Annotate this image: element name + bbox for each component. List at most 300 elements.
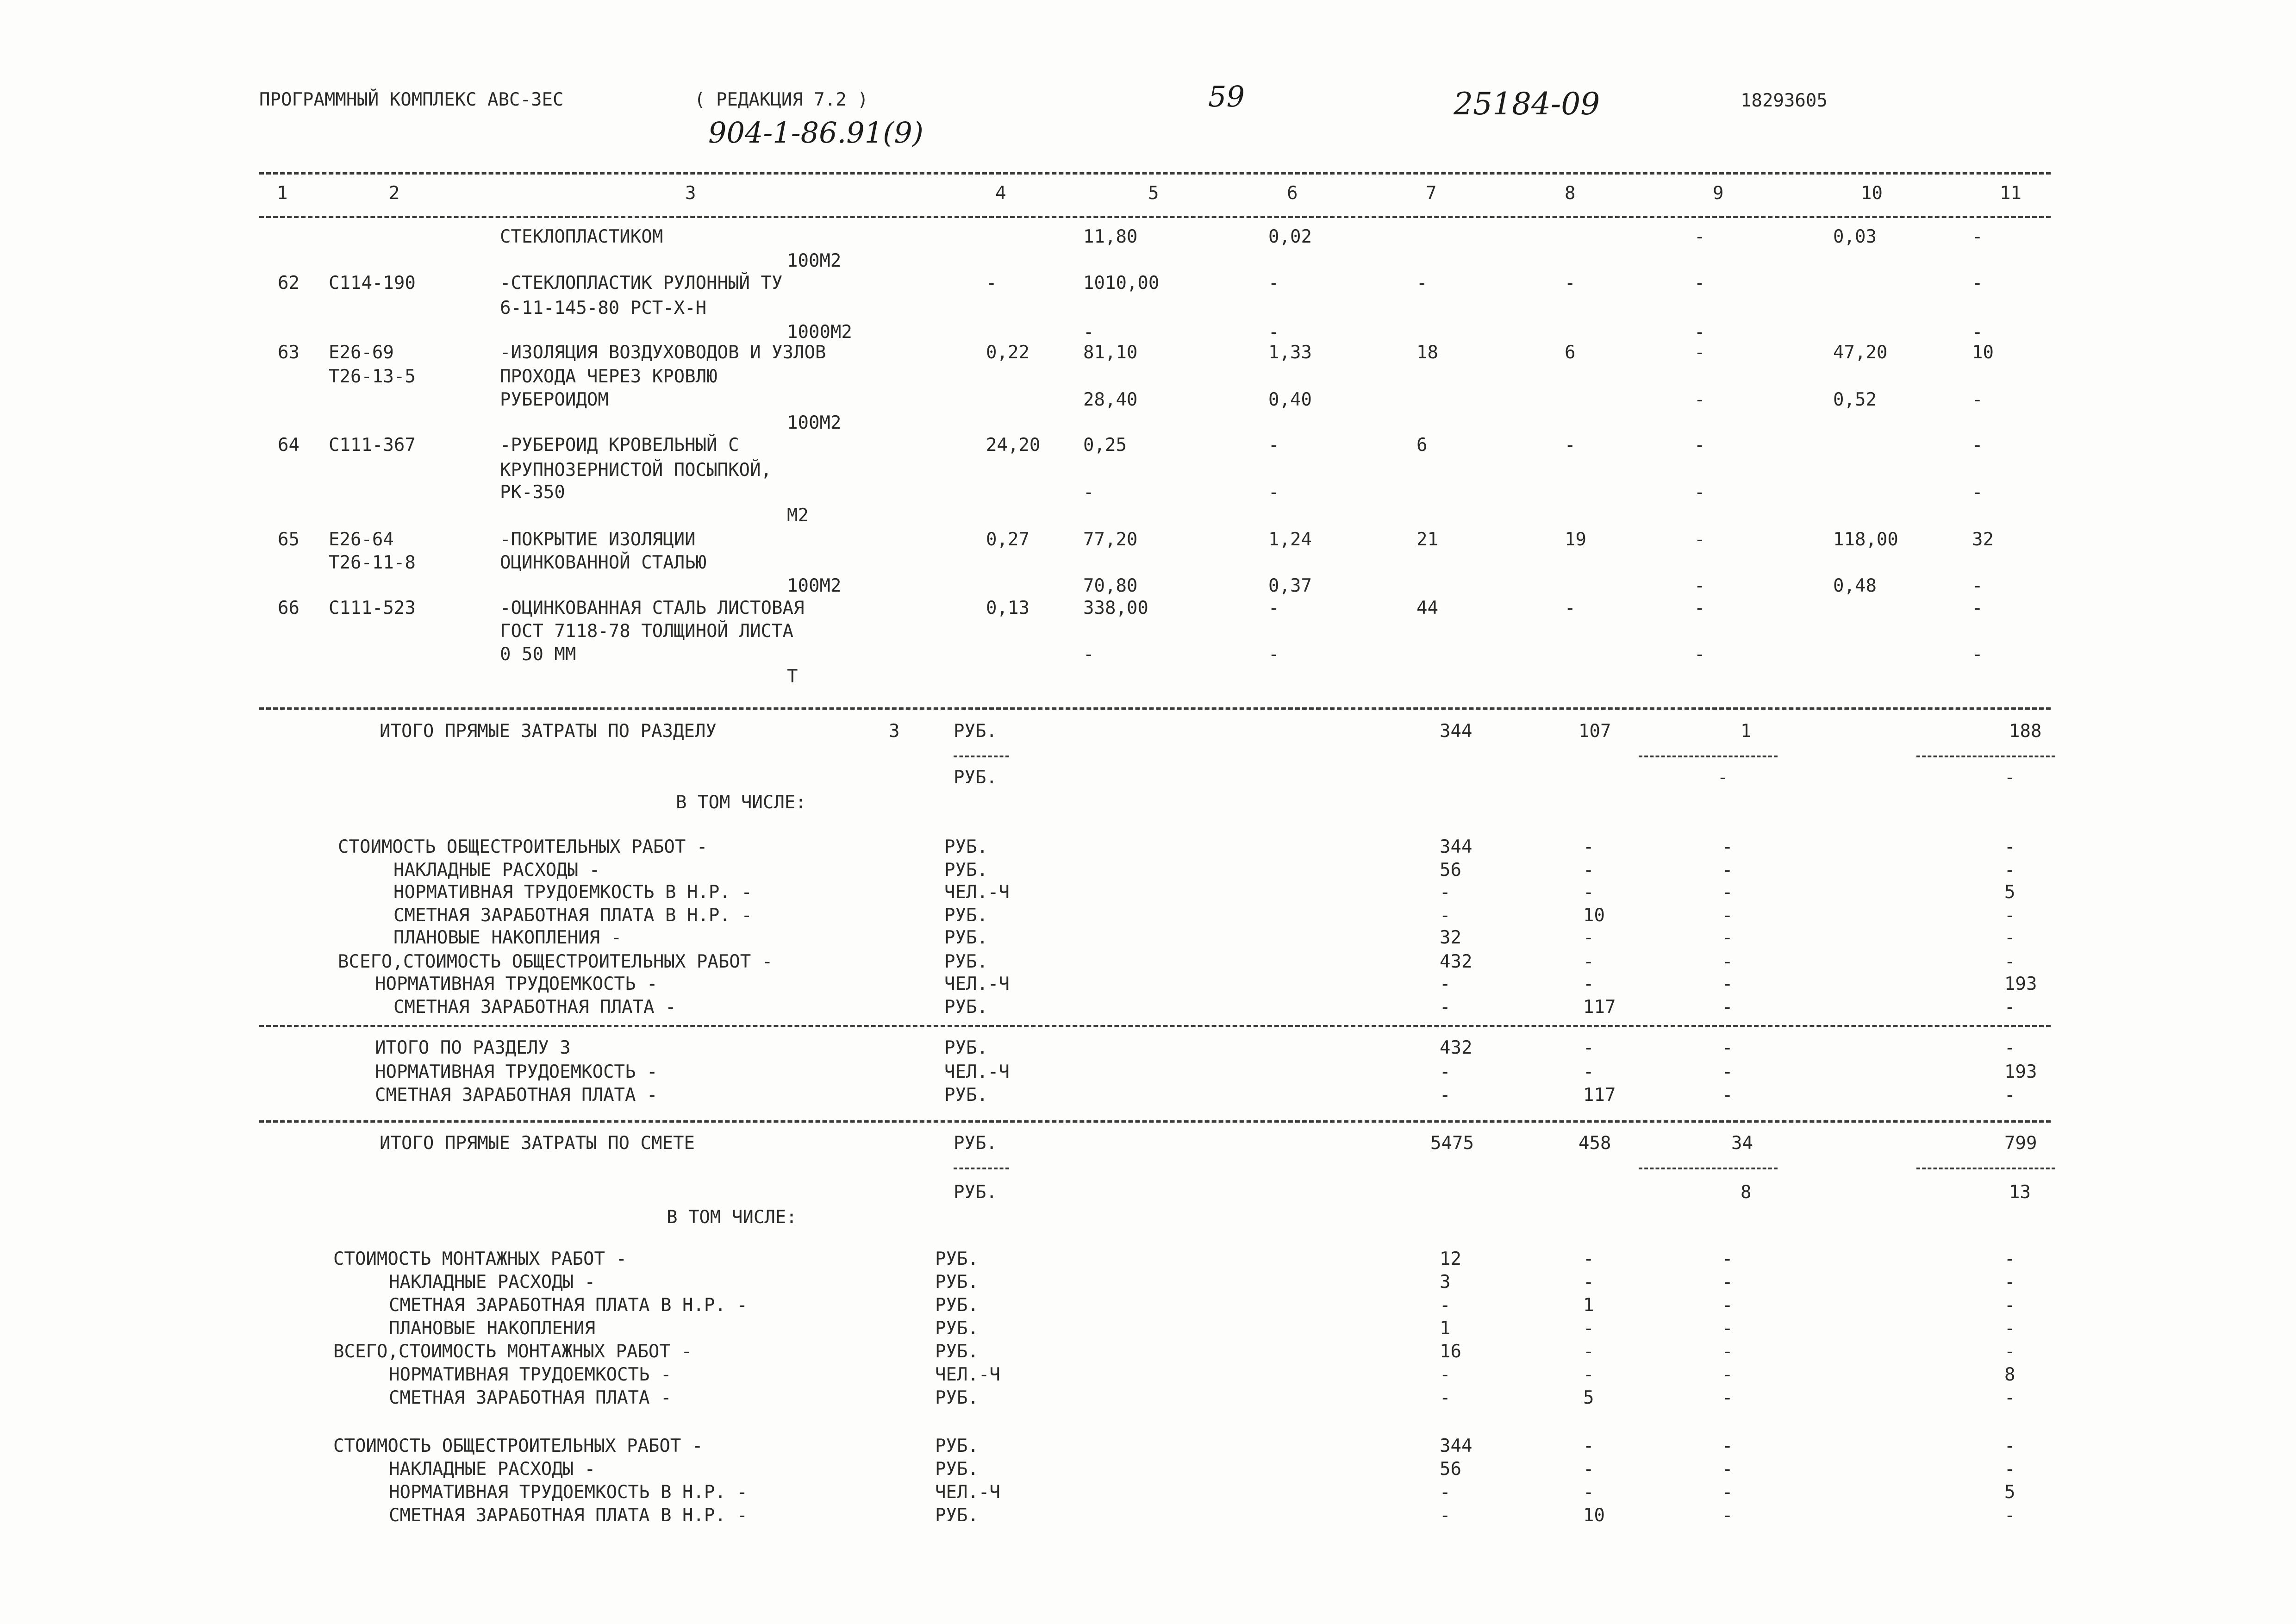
cell-c3: - — [986, 273, 997, 294]
summary-c6: 16 — [1440, 1341, 1461, 1362]
summary-c6: 56 — [1440, 1459, 1461, 1480]
summary-row — [0, 883, 2296, 907]
estimate-total-c9b: 8 — [1741, 1182, 1752, 1203]
cell-c0: 63 — [278, 342, 299, 363]
summary-c7: - — [1583, 1341, 1594, 1362]
estimate-total-c8: 458 — [1578, 1133, 1611, 1154]
summary-c10: 5 — [2004, 1482, 2015, 1503]
summary-row — [0, 1063, 2296, 1087]
cell-c2: 100М2 — [787, 575, 842, 596]
summary-c10: - — [2004, 1318, 2015, 1339]
cell-c5: - — [1268, 322, 1279, 343]
cell-c7: - — [1565, 273, 1576, 294]
cell-c6: 44 — [1416, 598, 1438, 618]
cell-c8: - — [1694, 226, 1705, 247]
summary-c7: - — [1583, 1037, 1594, 1058]
table-row — [0, 461, 2296, 485]
table-row — [0, 391, 2296, 415]
summary-c7: - — [1583, 1249, 1594, 1269]
summary-c6: - — [1440, 905, 1451, 926]
summary-c10: - — [2004, 1341, 2015, 1362]
summary-label: НОРМАТИВНАЯ ТРУДОЕМКОСТЬ В Н.Р. - — [393, 882, 752, 903]
estimate-total-label: ИТОГО ПРЯМЫЕ ЗАТРАТЫ ПО СМЕТЕ — [380, 1133, 695, 1154]
summary-row — [0, 838, 2296, 862]
summary-c6: 12 — [1440, 1249, 1461, 1269]
cell-c8: - — [1694, 273, 1705, 294]
estimate-total-c11b: 13 — [2009, 1182, 2031, 1203]
summary-row — [0, 1343, 2296, 1367]
cell-c4: 338,00 — [1083, 598, 1148, 618]
estimate-total-c7: 5475 — [1430, 1133, 1474, 1154]
unit-underline — [954, 746, 1009, 764]
table-row — [0, 622, 2296, 646]
cell-c2: 100М2 — [787, 250, 842, 271]
cell-c1: Т26-13-5 — [329, 366, 416, 387]
summary-label: НОРМАТИВНАЯ ТРУДОЕМКОСТЬ - — [389, 1364, 672, 1385]
cell-c10: - — [1972, 226, 1983, 247]
section-total-c9: 1 — [1741, 721, 1752, 742]
summary-c10: - — [2004, 860, 2015, 881]
summary-row — [0, 998, 2296, 1022]
summary-label: СМЕТНАЯ ЗАРАБОТНАЯ ПЛАТА - — [389, 1387, 672, 1408]
summary-c6: - — [1440, 1364, 1451, 1385]
summary-label: НАКЛАДНЫЕ РАСХОДЫ - — [393, 860, 600, 881]
summary-unit: РУБ. — [944, 837, 988, 857]
summary-unit: РУБ. — [944, 860, 988, 881]
summary-unit: РУБ. — [944, 1037, 988, 1058]
summary-c6: 32 — [1440, 927, 1461, 948]
cell-c5: 1,33 — [1268, 342, 1312, 363]
table-row — [0, 228, 2296, 252]
summary-c10: - — [2004, 1272, 2015, 1293]
summary-c8: - — [1722, 1482, 1733, 1503]
cell-c4: 11,80 — [1083, 226, 1138, 247]
summary-c8: - — [1722, 1085, 1733, 1106]
cell-c4: 1010,00 — [1083, 273, 1160, 294]
cell-c1: С111-367 — [329, 435, 416, 456]
cell-c6: 6 — [1416, 435, 1428, 456]
table-row — [0, 531, 2296, 555]
cell-c2: Т — [787, 666, 798, 687]
cell-c2: ОЦИНКОВАННОЙ СТАЛЬЮ — [500, 552, 707, 573]
table-row — [0, 274, 2296, 298]
summary-c7: - — [1583, 1436, 1594, 1456]
table-row — [0, 506, 2296, 531]
in-that-number-heading: В ТОМ ЧИСЛЕ: — [676, 792, 806, 813]
summary-c7: - — [1583, 1364, 1594, 1385]
summary-c10: - — [2004, 1037, 2015, 1058]
estimate-total-second-row — [0, 1183, 2296, 1207]
summary-row — [0, 1086, 2296, 1110]
cell-c8: - — [1694, 575, 1705, 596]
summary-unit: РУБ. — [935, 1341, 979, 1362]
summary-label: ПЛАНОВЫЕ НАКОПЛЕНИЯ — [389, 1318, 596, 1339]
summary-c6: - — [1440, 997, 1451, 1018]
summary-label: ИТОГО ПО РАЗДЕЛУ 3 — [375, 1037, 571, 1058]
colnum-7: 7 — [1426, 183, 1437, 204]
estimate-total-unit2: РУБ. — [954, 1182, 997, 1203]
section-total-c7: 344 — [1440, 721, 1472, 742]
cell-c2: РУБЕРОИДОМ — [500, 389, 609, 410]
summary-row — [0, 1273, 2296, 1297]
cell-c3: 0,27 — [986, 529, 1029, 550]
cell-c10: - — [1972, 435, 1983, 456]
colnum-11: 11 — [2000, 183, 2021, 204]
summary-row — [0, 1319, 2296, 1343]
cell-c7: - — [1565, 598, 1576, 618]
cell-c2: М2 — [787, 505, 809, 526]
cell-c2: -СТЕКЛОПЛАСТИК РУЛОННЫЙ ТУ — [500, 273, 783, 294]
colnum-5: 5 — [1148, 183, 1159, 204]
summary-c8: - — [1722, 927, 1733, 948]
summary-c7: 1 — [1583, 1295, 1594, 1316]
rule-before-section-total — [259, 707, 2051, 710]
summary-c7: - — [1583, 1318, 1594, 1339]
cell-c8: - — [1694, 644, 1705, 665]
header-program: ПРОГРАММНЫЙ КОМПЛЕКС АВС-ЗЕС — [259, 89, 564, 110]
cell-c2: ПРОХОДА ЧЕРЕЗ КРОВЛЮ — [500, 366, 718, 387]
table-row — [0, 483, 2296, 507]
cell-c1: С111-523 — [329, 598, 416, 618]
in-that-number-heading-2: В ТОМ ЧИСЛЕ: — [667, 1207, 797, 1228]
summary-label: НОРМАТИВНАЯ ТРУДОЕМКОСТЬ В Н.Р. - — [389, 1482, 748, 1503]
cell-c5: 0,40 — [1268, 389, 1312, 410]
cell-c8: - — [1694, 322, 1705, 343]
header-doc-number: 25184-09 — [1454, 86, 1600, 122]
summary-unit: ЧЕЛ.-Ч — [935, 1482, 1000, 1503]
summary-c8: - — [1722, 1037, 1733, 1058]
summary-c6: 432 — [1440, 1037, 1472, 1058]
summary-row — [0, 975, 2296, 999]
summary-c10: - — [2004, 927, 2015, 948]
summary-label: НОРМАТИВНАЯ ТРУДОЕМКОСТЬ - — [375, 1062, 658, 1082]
cell-c10: - — [1972, 389, 1983, 410]
summary-c10: 193 — [2004, 974, 2037, 994]
cell-c2: 6-11-145-80 РСТ-Х-Н — [500, 298, 707, 319]
summary-row — [0, 953, 2296, 977]
cell-c5: 0,37 — [1268, 575, 1312, 596]
summary-c8: - — [1722, 905, 1733, 926]
summary-c8: - — [1722, 1295, 1733, 1316]
colnum-4: 4 — [995, 183, 1006, 204]
summary-c10: - — [2004, 1085, 2015, 1106]
cell-c2: -ИЗОЛЯЦИЯ ВОЗДУХОВОДОВ И УЗЛОВ — [500, 342, 826, 363]
cell-c10: - — [1972, 482, 1983, 503]
cell-c4: - — [1083, 644, 1094, 665]
cell-c0: 64 — [278, 435, 299, 456]
summary-c10: - — [2004, 905, 2015, 926]
summary-label: НАКЛАДНЫЕ РАСХОДЫ - — [389, 1272, 596, 1293]
summary-unit: РУБ. — [935, 1272, 979, 1293]
summary-row — [0, 1389, 2296, 1413]
summary-c10: - — [2004, 1387, 2015, 1408]
cell-c9: 0,48 — [1833, 575, 1877, 596]
cell-c1: Е26-64 — [329, 529, 394, 550]
summary-c8: - — [1722, 997, 1733, 1018]
estimate-total-row — [0, 1134, 2296, 1158]
summary-c6: 432 — [1440, 951, 1472, 972]
cell-c5: - — [1268, 482, 1279, 503]
summary-unit: РУБ. — [944, 905, 988, 926]
cell-c1: Е26-69 — [329, 342, 394, 363]
column-numbers-row — [0, 184, 2296, 208]
summary-row — [0, 1460, 2296, 1484]
summary-c8: - — [1722, 837, 1733, 857]
cell-c9: 0,03 — [1833, 226, 1877, 247]
c9-underline — [1639, 1158, 1778, 1176]
summary-c10: - — [2004, 951, 2015, 972]
cell-c6: - — [1416, 273, 1428, 294]
summary-c6: 344 — [1440, 1436, 1472, 1456]
header-project-code: 904-1-86.91(9) — [708, 116, 923, 150]
summary-c10: 193 — [2004, 1062, 2037, 1082]
cell-c6: 21 — [1416, 529, 1438, 550]
summary-c6: - — [1440, 974, 1451, 994]
summary-unit: ЧЕЛ.-Ч — [944, 882, 1010, 903]
summary-unit: ЧЕЛ.-Ч — [944, 974, 1010, 994]
c11-underline — [1916, 1158, 2055, 1176]
summary-label: НАКЛАДНЫЕ РАСХОДЫ - — [389, 1459, 596, 1480]
summary-row — [0, 1366, 2296, 1390]
summary-row — [0, 1296, 2296, 1320]
summary-c7: 117 — [1583, 997, 1616, 1018]
cell-c4: 77,20 — [1083, 529, 1138, 550]
summary-unit: РУБ. — [935, 1436, 979, 1456]
summary-c8: - — [1722, 1062, 1733, 1082]
cell-c0: 66 — [278, 598, 299, 618]
cell-c8: - — [1694, 529, 1705, 550]
section-total-c9b: - — [1717, 767, 1728, 788]
colnum-9: 9 — [1713, 183, 1724, 204]
header-code: 18293605 — [1741, 90, 1828, 111]
summary-unit: РУБ. — [944, 927, 988, 948]
summary-c10: - — [2004, 1295, 2015, 1316]
summary-label: СМЕТНАЯ ЗАРАБОТНАЯ ПЛАТА В Н.Р. - — [389, 1295, 748, 1316]
section-total-unit2: РУБ. — [954, 767, 997, 788]
summary-unit: РУБ. — [935, 1505, 979, 1526]
c9-underline — [1639, 746, 1778, 764]
summary-c7: - — [1583, 1459, 1594, 1480]
summary-c10: - — [2004, 1249, 2015, 1269]
summary-c10: - — [2004, 1505, 2015, 1526]
summary-row — [0, 1250, 2296, 1274]
summary-c6: - — [1440, 1505, 1451, 1526]
summary-c10: - — [2004, 997, 2015, 1018]
cell-c4: 0,25 — [1083, 435, 1127, 456]
table-row — [0, 645, 2296, 669]
cell-c8: - — [1694, 598, 1705, 618]
cell-c5: 0,02 — [1268, 226, 1312, 247]
summary-label: СМЕТНАЯ ЗАРАБОТНАЯ ПЛАТА - — [393, 997, 676, 1018]
cell-c2: ГОСТ 7118-78 ТОЛЩИНОЙ ЛИСТА — [500, 621, 793, 642]
c11-underline — [1916, 746, 2055, 764]
cell-c0: 65 — [278, 529, 299, 550]
rule-top — [259, 172, 2051, 175]
summary-c10: 5 — [2004, 882, 2015, 903]
colnum-1: 1 — [277, 183, 288, 204]
table-row — [0, 668, 2296, 692]
summary-c8: - — [1722, 1459, 1733, 1480]
table-row — [0, 554, 2296, 578]
colnum-3: 3 — [685, 183, 696, 204]
summary-row — [0, 861, 2296, 885]
summary-row — [0, 1506, 2296, 1530]
cell-c4: 81,10 — [1083, 342, 1138, 363]
estimate-total-unit: РУБ. — [954, 1133, 997, 1154]
cell-c6: 18 — [1416, 342, 1438, 363]
cell-c10: - — [1972, 575, 1983, 596]
summary-label: СТОИМОСТЬ МОНТАЖНЫХ РАБОТ - — [333, 1249, 627, 1269]
cell-c8: - — [1694, 389, 1705, 410]
table-row — [0, 599, 2296, 623]
cell-c4: 70,80 — [1083, 575, 1138, 596]
cell-c8: - — [1694, 342, 1705, 363]
table-row — [0, 368, 2296, 392]
section-total-second-row — [0, 768, 2296, 793]
table-row — [0, 344, 2296, 368]
summary-c6: 344 — [1440, 837, 1472, 857]
cell-c2: КРУПНОЗЕРНИСТОЙ ПОСЫПКОЙ, — [500, 460, 772, 481]
summary-c6: - — [1440, 1085, 1451, 1106]
cell-c10: - — [1972, 598, 1983, 618]
cell-c2: РК-350 — [500, 482, 565, 503]
summary-c7: - — [1583, 951, 1594, 972]
estimate-total-c11: 799 — [2004, 1133, 2037, 1154]
summary-c7: - — [1583, 927, 1594, 948]
cell-c7: 6 — [1565, 342, 1576, 363]
cell-c4: - — [1083, 322, 1094, 343]
summary-unit: РУБ. — [935, 1459, 979, 1480]
summary-c6: 3 — [1440, 1272, 1451, 1293]
cell-c1: С114-190 — [329, 273, 416, 294]
unit-underline — [954, 1158, 1009, 1176]
summary-c8: - — [1722, 951, 1733, 972]
summary-c7: - — [1583, 882, 1594, 903]
summary-c8: - — [1722, 1436, 1733, 1456]
summary-row — [0, 929, 2296, 953]
rule-before-estimate-total — [259, 1120, 2051, 1123]
summary-unit: РУБ. — [944, 1085, 988, 1106]
summary-label: ВСЕГО,СТОИМОСТЬ ОБЩЕСТРОИТЕЛЬНЫХ РАБОТ - — [338, 951, 773, 972]
summary-c6: 56 — [1440, 860, 1461, 881]
cell-c2: 0 50 ММ — [500, 644, 576, 665]
cell-c4: - — [1083, 482, 1094, 503]
section-total-label: ИТОГО ПРЯМЫЕ ЗАТРАТЫ ПО РАЗДЕЛУ — [380, 721, 717, 742]
summary-c6: - — [1440, 882, 1451, 903]
section-total-unit: РУБ. — [954, 721, 997, 742]
summary-c6: - — [1440, 1387, 1451, 1408]
summary-c8: - — [1722, 974, 1733, 994]
summary-row — [0, 1039, 2296, 1063]
summary-c10: - — [2004, 837, 2015, 857]
cell-c2: -РУБЕРОИД КРОВЕЛЬНЫЙ С — [500, 435, 739, 456]
colnum-2: 2 — [389, 183, 400, 204]
summary-c10: - — [2004, 1459, 2015, 1480]
summary-c8: - — [1722, 1249, 1733, 1269]
summary-c7: - — [1583, 1482, 1594, 1503]
summary-label: СТОИМОСТЬ ОБЩЕСТРОИТЕЛЬНЫХ РАБОТ - — [333, 1436, 703, 1456]
cell-c5: 1,24 — [1268, 529, 1312, 550]
summary-label: НОРМАТИВНАЯ ТРУДОЕМКОСТЬ - — [375, 974, 658, 994]
section-total-c11: 188 — [2009, 721, 2042, 742]
header-page-number: 59 — [1208, 80, 1245, 113]
colnum-6: 6 — [1287, 183, 1298, 204]
summary-c8: - — [1722, 1364, 1733, 1385]
estimate-total-underline-row — [0, 1158, 2296, 1182]
summary-label: СМЕТНАЯ ЗАРАБОТНАЯ ПЛАТА В Н.Р. - — [393, 905, 752, 926]
table-row — [0, 299, 2296, 323]
section-total-c8: 107 — [1578, 721, 1611, 742]
cell-c5: - — [1268, 644, 1279, 665]
table-row — [0, 436, 2296, 460]
cell-c0: 62 — [278, 273, 299, 294]
summary-unit: РУБ. — [935, 1249, 979, 1269]
header-edition: ( РЕДАКЦИЯ 7.2 ) — [694, 89, 868, 110]
summary-unit: ЧЕЛ.-Ч — [935, 1364, 1000, 1385]
section-total-underline-row — [0, 746, 2296, 770]
summary-c7: 10 — [1583, 1505, 1605, 1526]
cell-c2: -ОЦИНКОВАННАЯ СТАЛЬ ЛИСТОВАЯ — [500, 598, 805, 618]
cell-c5: - — [1268, 598, 1279, 618]
summary-c7: - — [1583, 1272, 1594, 1293]
summary-label: ВСЕГО,СТОИМОСТЬ МОНТАЖНЫХ РАБОТ - — [333, 1341, 692, 1362]
summary-c8: - — [1722, 1318, 1733, 1339]
summary-c8: - — [1722, 1272, 1733, 1293]
cell-c2: СТЕКЛОПЛАСТИКОМ — [500, 226, 663, 247]
section-total-c11b: - — [2004, 767, 2015, 788]
summary-c8: - — [1722, 1341, 1733, 1362]
cell-c9: 47,20 — [1833, 342, 1888, 363]
section-total-number: 3 — [889, 721, 900, 742]
summary-row — [0, 906, 2296, 931]
section-total-row — [0, 722, 2296, 746]
summary-row — [0, 1483, 2296, 1507]
summary-c8: - — [1722, 882, 1733, 903]
rule-header-bottom — [259, 216, 2051, 218]
cell-c10: 32 — [1972, 529, 1994, 550]
cell-c8: - — [1694, 435, 1705, 456]
summary-label: СТОИМОСТЬ ОБЩЕСТРОИТЕЛЬНЫХ РАБОТ - — [338, 837, 708, 857]
summary-c7: - — [1583, 860, 1594, 881]
summary-unit: РУБ. — [944, 997, 988, 1018]
cell-c3: 0,13 — [986, 598, 1029, 618]
cell-c3: 0,22 — [986, 342, 1029, 363]
summary-unit: РУБ. — [935, 1295, 979, 1316]
cell-c7: 19 — [1565, 529, 1586, 550]
summary-c6: - — [1440, 1295, 1451, 1316]
summary-c8: - — [1722, 1387, 1733, 1408]
summary-c7: - — [1583, 1062, 1594, 1082]
summary-c7: - — [1583, 837, 1594, 857]
summary-c7: - — [1583, 974, 1594, 994]
cell-c3: 24,20 — [986, 435, 1041, 456]
summary-unit: РУБ. — [935, 1387, 979, 1408]
summary-c8: - — [1722, 860, 1733, 881]
cell-c4: 28,40 — [1083, 389, 1138, 410]
cell-c1: Т26-11-8 — [329, 552, 416, 573]
cell-c2: 1000М2 — [787, 322, 852, 343]
cell-c7: - — [1565, 435, 1576, 456]
summary-c6: 1 — [1440, 1318, 1451, 1339]
rule-before-section-result — [259, 1025, 2051, 1027]
summary-unit: РУБ. — [944, 951, 988, 972]
summary-c8: - — [1722, 1505, 1733, 1526]
summary-c10: 8 — [2004, 1364, 2015, 1385]
summary-label: СМЕТНАЯ ЗАРАБОТНАЯ ПЛАТА В Н.Р. - — [389, 1505, 748, 1526]
summary-c6: - — [1440, 1062, 1451, 1082]
summary-c7: 117 — [1583, 1085, 1616, 1106]
cell-c10: - — [1972, 273, 1983, 294]
